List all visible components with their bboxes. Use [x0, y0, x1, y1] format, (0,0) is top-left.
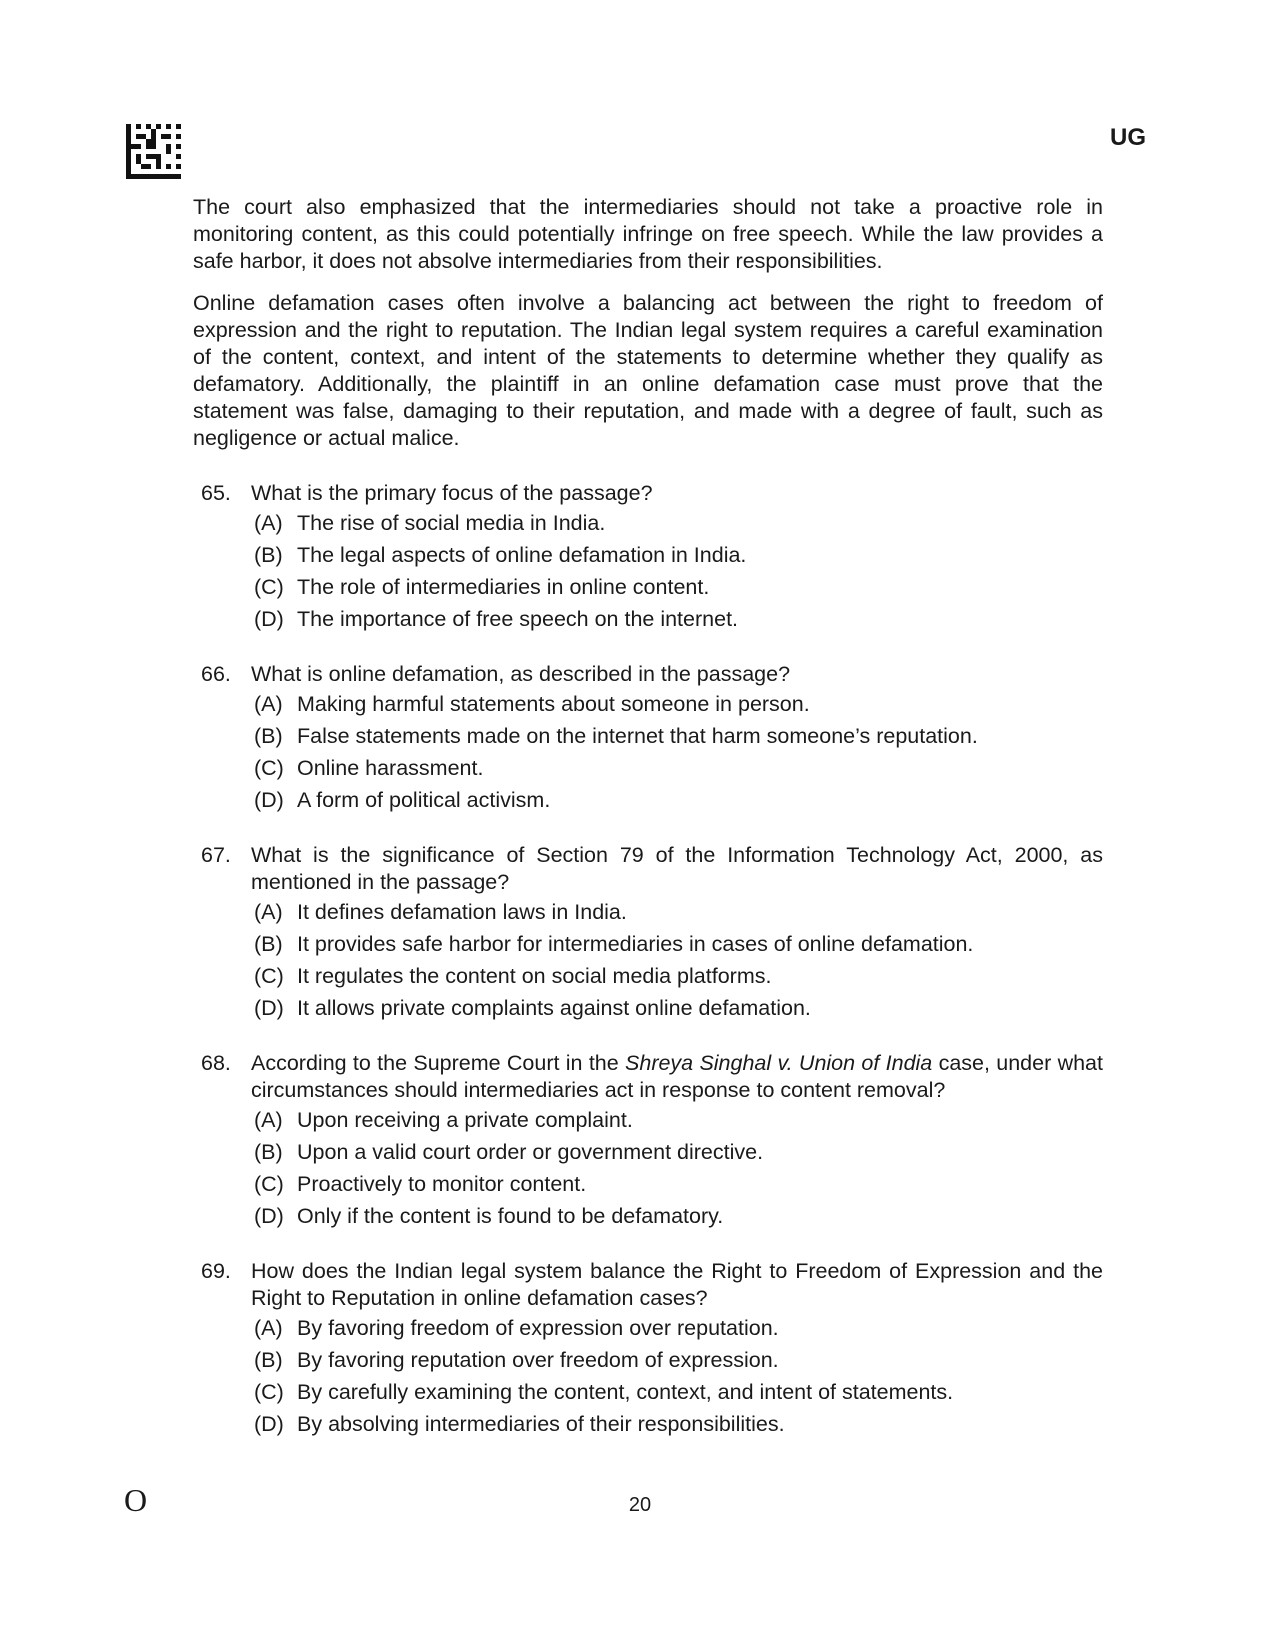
option-c: (C) It regulates the content on social media platforms. [254, 964, 772, 988]
question-number: 68. [201, 1051, 231, 1075]
option-c: (C) By carefully examining the content, context, and intent of statements. [254, 1380, 954, 1404]
question-65 [193, 480, 1103, 633]
question-text: What is online defamation, as described in the passage? [251, 662, 791, 686]
question-66 [193, 661, 1103, 814]
page-number: 20 [628, 1494, 652, 1516]
question-number: 65. [201, 481, 231, 505]
question-number: 67. [201, 843, 231, 867]
option-b: (B) By favoring reputation over freedom of expression. [254, 1348, 779, 1372]
option-a: (A) The rise of social media in India. [254, 511, 606, 535]
option-a: (A) Making harmful statements about someone in person. [254, 692, 810, 716]
question-text: How does the Indian legal system balance the Right to Freedom of Expression and the Right to Reputation in online defamation cases? [251, 1259, 1103, 1310]
question-69 [193, 1258, 1103, 1438]
question-number: 69. [201, 1259, 231, 1283]
paper-code: UG [1110, 124, 1146, 151]
page-content [193, 194, 1103, 1443]
option-a: (A) It defines defamation laws in India. [254, 900, 627, 924]
question-67 [193, 842, 1103, 1022]
option-d: (D) It allows private complaints against online defamation. [254, 996, 811, 1020]
option-c: (C) Online harassment. [254, 756, 484, 780]
option-b: (B) The legal aspects of online defamation in India. [254, 543, 747, 567]
question-number: 66. [201, 662, 231, 686]
datamatrix-code-icon [126, 124, 181, 179]
booklet-code: O [124, 1482, 148, 1518]
question-text: According to the Supreme Court in the Shreya Singhal v. Union of India case, under what circumstances should intermediaries act in response to content removal? [251, 1051, 1103, 1102]
option-d: (D) By absolving intermediaries of their responsibilities. [254, 1412, 785, 1436]
question-text: What is the significance of Section 79 of the Information Technology Act, 2000, as mentioned in the passage? [251, 843, 1103, 894]
option-b: (B) It provides safe harbor for intermediaries in cases of online defamation. [254, 932, 974, 956]
option-a: (A) Upon receiving a private complaint. [254, 1108, 633, 1132]
option-b: (B) False statements made on the internet that harm someone’s reputation. [254, 724, 978, 748]
passage-paragraph: The court also emphasized that the intermediaries should not take a proactive role in monitoring content, as this could potentially infringe on free speech. While the law provides a safe harbor, it does not absolve intermediaries from their responsibilities. [193, 195, 1103, 273]
option-a: (A) By favoring freedom of expression over reputation. [254, 1316, 779, 1340]
case-name: Shreya Singhal v. Union of India [625, 1051, 933, 1075]
option-d: (D) The importance of free speech on the internet. [254, 607, 739, 631]
question-68 [193, 1050, 1103, 1230]
option-d: (D) Only if the content is found to be defamatory. [254, 1204, 724, 1228]
option-b: (B) Upon a valid court order or government directive. [254, 1140, 764, 1164]
question-text: What is the primary focus of the passage? [251, 481, 653, 505]
option-c: (C) The role of intermediaries in online content. [254, 575, 710, 599]
option-c: (C) Proactively to monitor content. [254, 1172, 587, 1196]
option-d: (D) A form of political activism. [254, 788, 551, 812]
passage-paragraph: Online defamation cases often involve a balancing act between the right to freedom of expression and the right to reputation. The Indian legal system requires a careful examination of the content, context, and intent of the statements to determine whether they qualify as defamatory. Additionally, the plaintiff in an online defamation case must prove that the statement was false, damaging to their reputation, and made with a degree of fault, such as negligence or actual malice. [193, 291, 1103, 450]
